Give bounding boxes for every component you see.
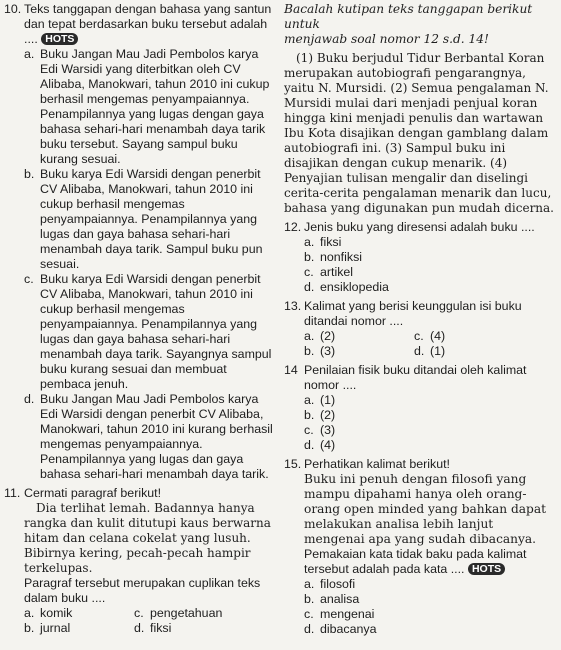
option-c[interactable]: c. Buku karya Edi Warsidi dengan penerbit CV Alibaba, Manokwari, tahun 2010 ini cukup berhasil mengemas penyampaiannya. Penampilannya yang lugas dan gaya bahasa sehari-hari menambah daya tarik. Sayangnya sampul buku kurang sesuai dan membuat pembaca jenuh.	[24, 272, 272, 391]
question-number: 11.	[4, 486, 21, 500]
question-12	[284, 220, 557, 295]
right-column	[284, 2, 557, 638]
option-c[interactable]: c. mengenai	[304, 607, 375, 621]
option-a[interactable]: a. fiksi	[304, 235, 342, 249]
question-prompt: Paragraf tersebut merupakan cuplikan teks dalam buku ....	[24, 576, 261, 605]
question-stem: Jenis buku yang diresensi adalah buku ....	[304, 220, 535, 234]
option-b[interactable]: b. jurnal	[24, 621, 71, 635]
option-d[interactable]: d. dibacanya	[304, 622, 377, 636]
question-number: 12.	[284, 220, 302, 234]
option-a[interactable]: a. (1)	[304, 393, 336, 407]
reading-passage: (1) Buku berjudul Tidur Berbantal Koran merupakan autobiografi pengarangnya, yaitu N. Mursidi. (2) Semua pengalaman N. Mursidi mulai dari menjadi penjual koran hingga kini menjadi penulis dan wartawan Ibu Kota disajikan dengan gamblang dalam autobiografi ini. (3) Sampul buku ini disajikan dengan cukup menarik. (4) Penyajian tulisan mengalir dan diselingi cerita-cerita pengalaman menarik dan lucu, bahasa yang digunakan pun mudah dicerna.	[284, 51, 554, 215]
option-list	[24, 606, 278, 636]
question-stem: Kalimat yang berisi keunggulan isi buku ditandai nomor ....	[304, 299, 522, 328]
option-list	[24, 47, 278, 482]
option-a[interactable]: a. (2)	[304, 329, 336, 343]
option-c[interactable]: c. pengetahuan	[134, 606, 223, 620]
question-stem: Cermati paragraf berikut!	[24, 486, 162, 500]
question-number: 14	[284, 363, 298, 377]
question-number: 15.	[284, 457, 302, 471]
question-10	[4, 2, 278, 482]
option-b[interactable]: b. Buku karya Edi Warsidi dengan penerbit CV Alibaba, Manokwari, tahun 2010 ini cukup berhasil mengemas penyampaiannya. Penampilannya yang lugas dan gaya bahasa sehari-hari menambah daya tarik. Sampul buku pun sesuai.	[24, 167, 263, 271]
hots-badge: HOTS	[468, 563, 505, 575]
option-b[interactable]: b. (2)	[304, 408, 336, 422]
option-a[interactable]: a. komik	[24, 606, 73, 620]
question-13	[284, 299, 557, 359]
option-list	[304, 393, 557, 453]
question-14	[284, 363, 557, 453]
question-15	[284, 457, 557, 637]
option-a[interactable]: a. filosofi	[304, 577, 356, 591]
option-b[interactable]: b. nonfiksi	[304, 250, 363, 264]
left-column	[4, 2, 278, 637]
question-number: 13.	[284, 299, 302, 313]
quoted-sentence: Buku ini penuh dengan filosofi yang mampu dipahami hanya oleh orang-orang open minded yang bahkan dapat melakukan analisa lebih lanjut mengenai apa yang sudah dibacanya.	[304, 472, 547, 546]
option-c[interactable]: c. (3)	[304, 423, 336, 437]
option-d[interactable]: d. Buku Jangan Mau Jadi Pembolos karya Edi Warsidi dengan penerbit CV Alibaba, Manokwari, tahun 2010 ini kurang berhasil mengemas penyampaiannya. Penampilannya yang lugas dan gaya bahasa sehari-hari menambah daya tarik.	[24, 392, 273, 481]
option-c[interactable]: c. (4)	[414, 329, 446, 343]
option-list	[304, 329, 557, 359]
question-stem: Penilaian fisik buku ditandai oleh kalimat nomor ....	[304, 363, 527, 392]
question-number: 10.	[4, 2, 22, 16]
question-prompt: Pemakaian kata tidak baku pada kalimat tersebut adalah pada kata .... HOTS	[304, 547, 527, 576]
question-11	[4, 486, 278, 636]
option-d[interactable]: d. (1)	[414, 344, 446, 358]
question-stem: Teks tanggapan dengan bahasa yang santun dan tepat berdasarkan buku tersebut adalah .... HOTS	[24, 2, 272, 46]
option-b[interactable]: b. (3)	[304, 344, 336, 358]
quoted-paragraph: Dia terlihat lemah. Badannya hanya rangka dan kulit ditutupi kaus berwarna hitam dan celana cokelat yang lusuh. Bibirnya kering, pecah-pecah hampir terkelupas.	[24, 501, 271, 575]
option-list	[304, 235, 557, 295]
option-d[interactable]: d. (4)	[304, 438, 336, 452]
hots-badge: HOTS	[41, 33, 78, 45]
option-c[interactable]: c. artikel	[304, 265, 354, 279]
option-d[interactable]: d. ensiklopedia	[304, 280, 389, 294]
question-stem: Perhatikan kalimat berikut!	[304, 457, 451, 471]
option-a[interactable]: a. Buku Jangan Mau Jadi Pembolos karya Edi Warsidi yang diterbitkan oleh CV Alibaba, Manokwari, tahun 2010 ini cukup berhasil mengemas penyampaiannya. Penampilannya yang lugas dengan gaya bahasa sehari-hari menambah daya tarik buku tersebut. Sayang sampul buku kurang sesuai.	[24, 47, 270, 166]
reading-instruction: Bacalah kutipan teks tanggapan berikut untuk menjawab soal nomor 12 s.d. 14!	[284, 2, 533, 46]
option-b[interactable]: b. analisa	[304, 592, 360, 606]
option-d[interactable]: d. fiksi	[134, 621, 172, 635]
option-list	[304, 577, 557, 637]
